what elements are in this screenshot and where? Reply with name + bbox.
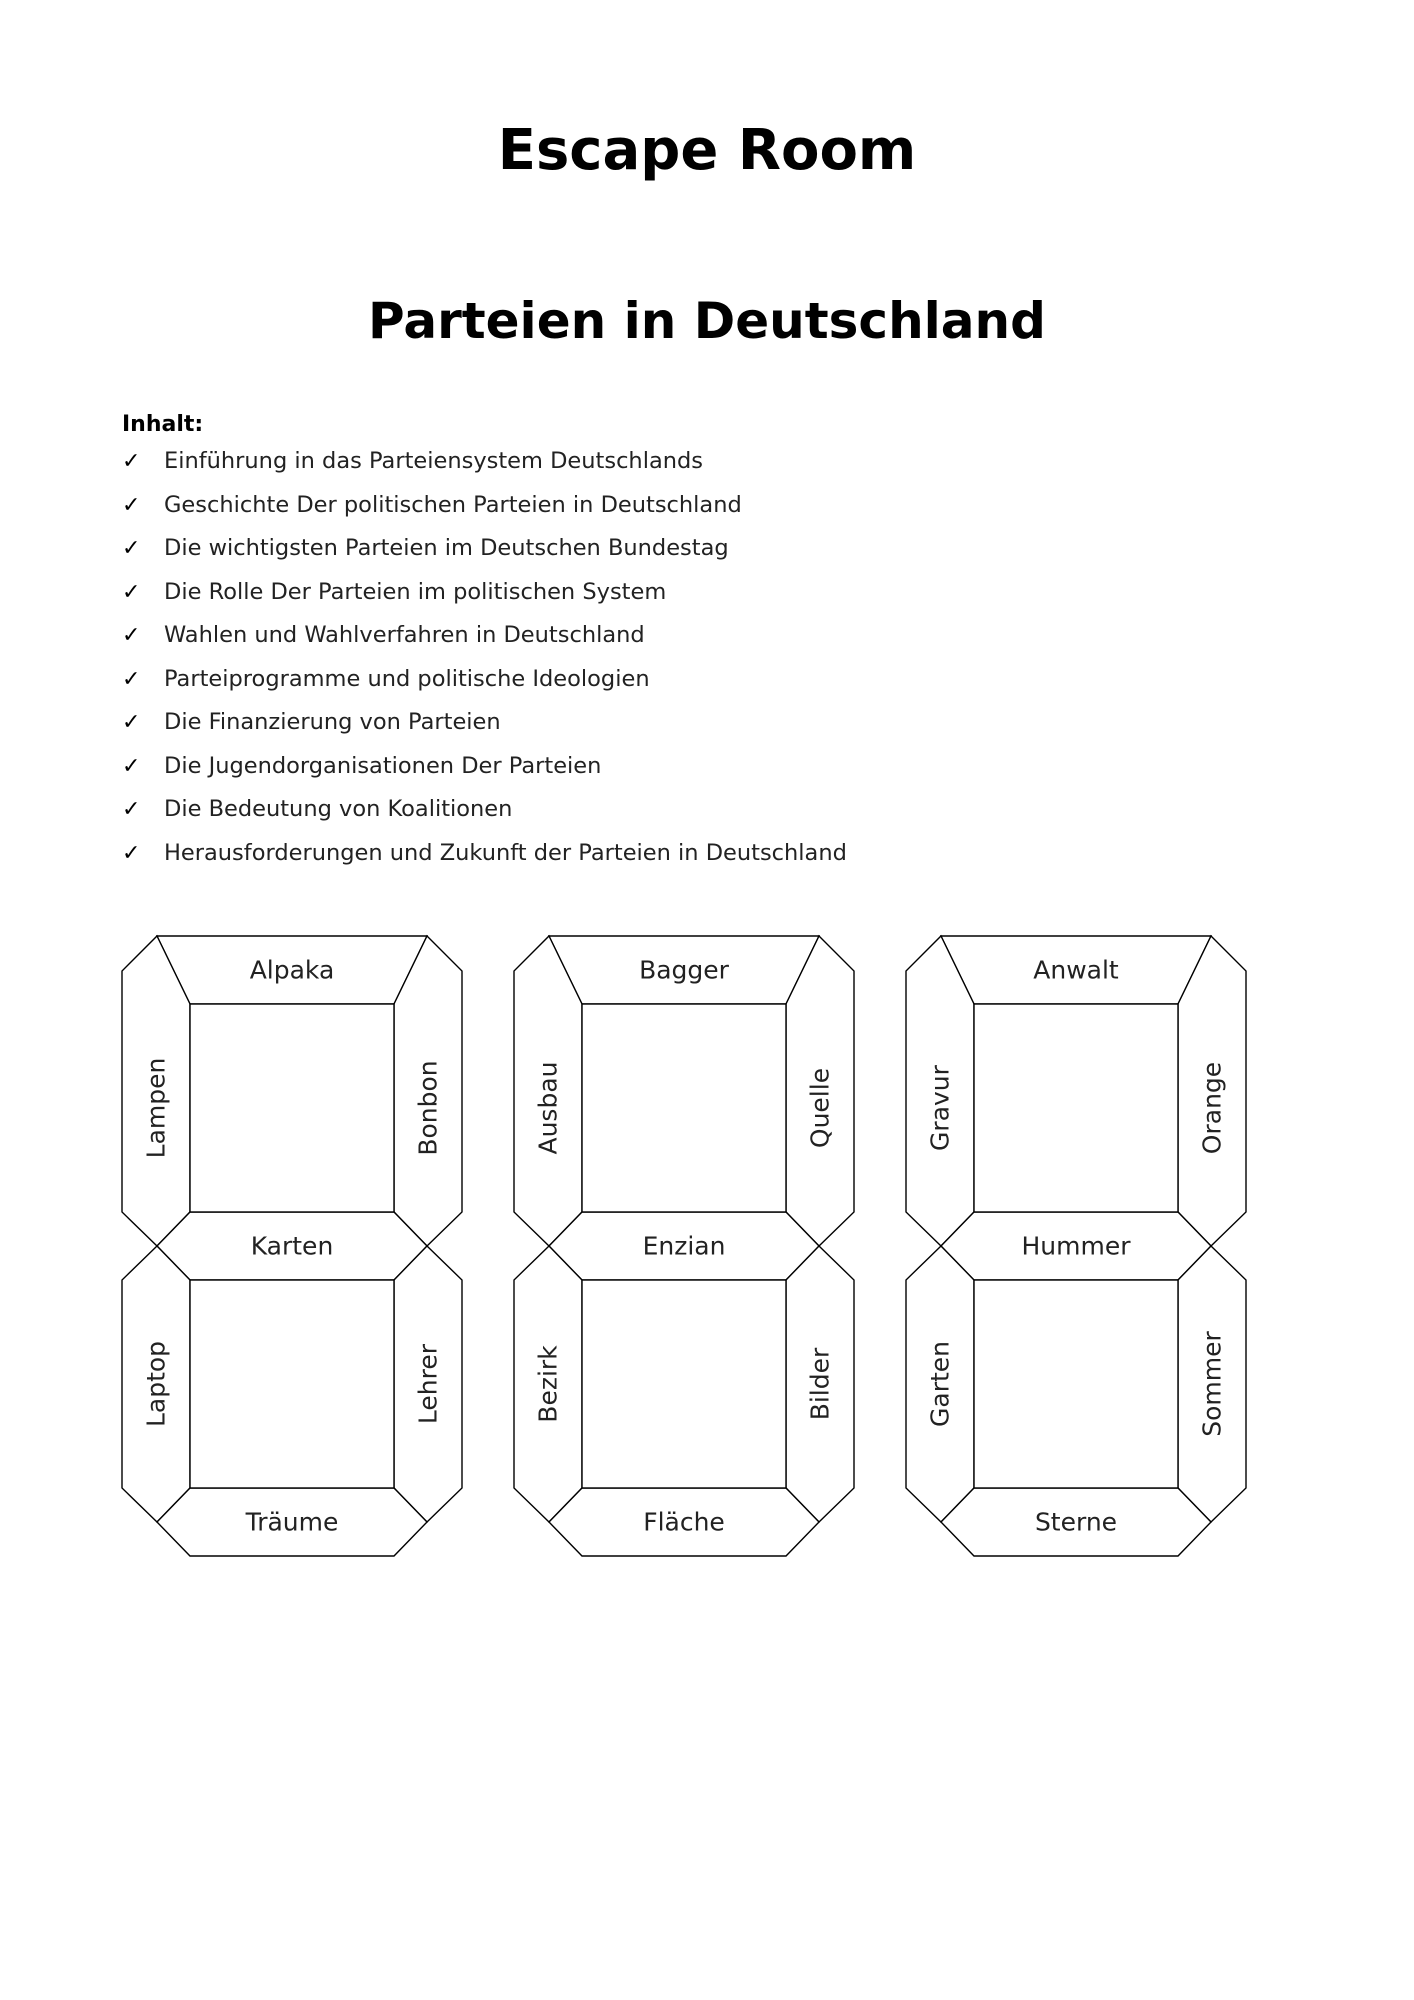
segment-label-middle: Karten (250, 1231, 334, 1261)
upper-center-box (190, 1004, 394, 1212)
segment-label-lower-left: Bezirk (533, 1345, 563, 1423)
segment-label-bottom: Träume (245, 1507, 339, 1537)
segment-label-upper-left: Gravur (925, 1065, 955, 1151)
checkmark-icon: ✓ (122, 579, 141, 605)
segment-label-upper-left: Ausbau (533, 1061, 563, 1155)
checkmark-icon: ✓ (122, 536, 141, 561)
digit-puzzle (906, 936, 1246, 1556)
segment-label-middle: Enzian (642, 1231, 726, 1261)
segment-label-lower-right: Bilder (805, 1347, 835, 1421)
lower-center-box (974, 1280, 1178, 1488)
contents-label: Inhalt: (122, 412, 204, 437)
segment-label-lower-right: Lehrer (413, 1343, 443, 1425)
segment-label-upper-right: Bonbon (413, 1060, 443, 1156)
list-item-text: Wahlen und Wahlverfahren in Deutschland (164, 622, 645, 648)
segment-label-upper-right: Quelle (805, 1067, 835, 1149)
list-item-text: Parteiprogramme und politische Ideologien (164, 665, 650, 692)
list-item-text: Die Finanzierung von Parteien (164, 709, 501, 735)
segment-label-lower-left: Laptop (141, 1340, 171, 1428)
page-subtitle: Parteien in Deutschland (368, 292, 1046, 350)
digit-puzzle (122, 936, 462, 1556)
segment-label-top: Bagger (639, 955, 729, 985)
checkmark-icon: ✓ (122, 797, 141, 822)
list-item-text: Herausforderungen und Zukunft der Parteien in Deutschland (164, 839, 847, 866)
segment-label-upper-left: Lampen (141, 1057, 171, 1159)
segment-label-top: Alpaka (249, 955, 335, 985)
page-title: Escape Room (497, 118, 917, 183)
checkmark-icon: ✓ (122, 710, 141, 735)
checkmark-icon: ✓ (122, 623, 141, 648)
lower-center-box (190, 1280, 394, 1488)
list-item-text: Geschichte Der politischen Parteien in Deutschland (164, 491, 742, 518)
checkmark-icon: ✓ (122, 753, 141, 779)
list-item-text: Die Jugendorganisationen Der Parteien (164, 752, 602, 779)
segment-label-bottom: Fläche (643, 1507, 725, 1537)
segment-label-middle: Hummer (1021, 1231, 1131, 1261)
checkmark-icon: ✓ (122, 666, 141, 692)
upper-center-box (582, 1004, 786, 1212)
segment-label-upper-right: Orange (1197, 1061, 1227, 1155)
segment-label-lower-left: Garten (925, 1341, 955, 1427)
segment-label-top: Anwalt (1033, 955, 1119, 985)
lower-center-box (582, 1280, 786, 1488)
digit-puzzle (514, 936, 854, 1556)
list-item-text: Einführung in das Parteiensystem Deutschlands (164, 448, 704, 474)
segment-label-lower-right: Sommer (1197, 1331, 1227, 1437)
list-item-text: Die Bedeutung von Koalitionen (164, 796, 513, 822)
list-item-text: Die wichtigsten Parteien im Deutschen Bundestag (164, 535, 729, 561)
checkmark-icon: ✓ (122, 840, 141, 866)
checkmark-icon: ✓ (122, 492, 141, 518)
upper-center-box (974, 1004, 1178, 1212)
checkmark-icon: ✓ (122, 449, 141, 474)
segment-label-bottom: Sterne (1034, 1507, 1118, 1537)
list-item-text: Die Rolle Der Parteien im politischen System (164, 578, 667, 605)
